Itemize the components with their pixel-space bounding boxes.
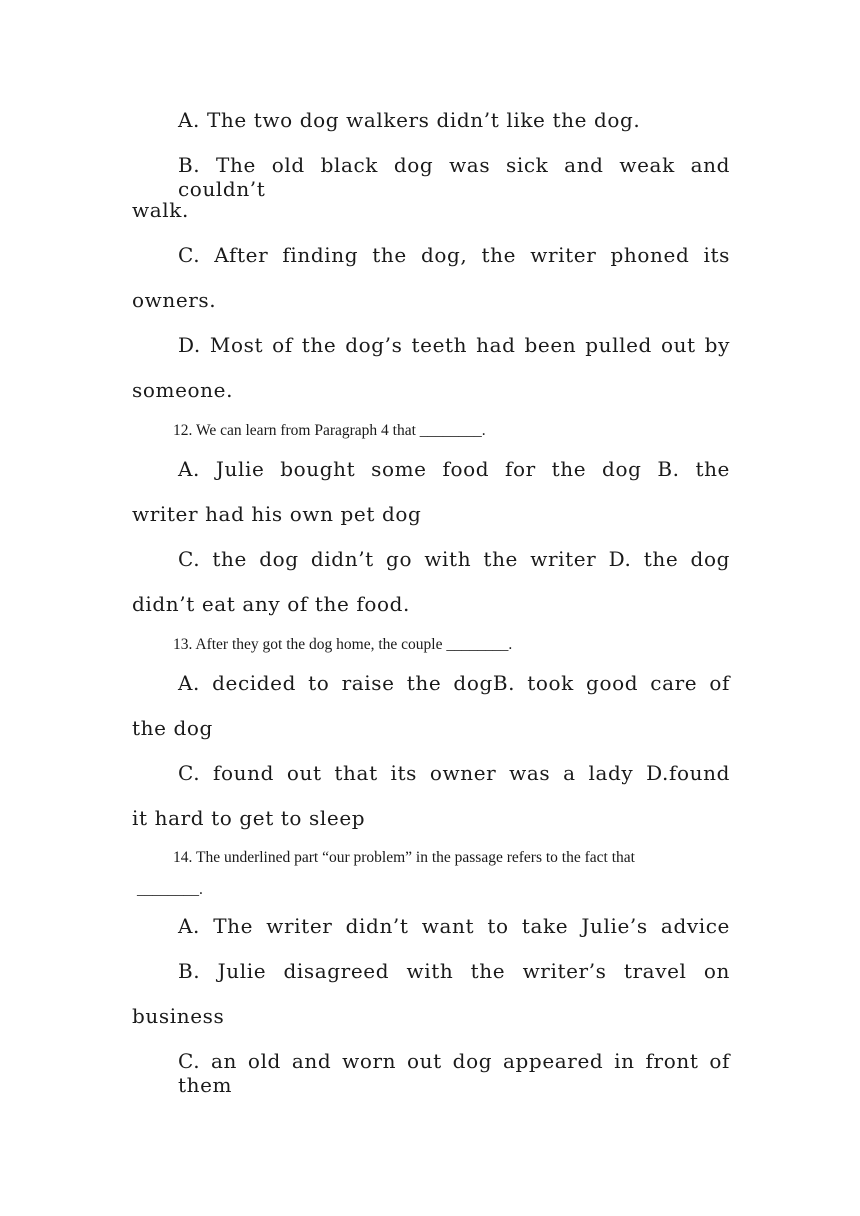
q14-option-b-line1: B. Julie disagreed with the writer’s travel on [178, 959, 730, 983]
q13-options-cd-line2: it hard to get to sleep [132, 806, 366, 830]
q14-option-c: C. an old and worn out dog appeared in front of them [178, 1049, 730, 1097]
q11-option-b-line2: walk. [132, 198, 189, 222]
q12-options-ab-line2: writer had his own pet dog [132, 502, 422, 526]
q14-option-a: A. The writer didn’t want to take Julie’s advice [178, 914, 730, 938]
q13-options-ab-line2: the dog [132, 716, 213, 740]
q11-option-d-line1: D. Most of the dog’s teeth had been pulled out by [178, 333, 730, 357]
q13-stem: 13. After they got the dog home, the couple ________. [173, 636, 513, 653]
q12-options-cd-line2: didn’t eat any of the food. [132, 592, 411, 616]
q14-stem-line2: ________. [137, 881, 203, 898]
q13-options-cd-line1: C. found out that its owner was a lady D.found [178, 761, 730, 785]
q11-option-c-line1: C. After finding the dog, the writer phoned its [178, 243, 730, 267]
q12-stem: 12. We can learn from Paragraph 4 that ________. [173, 422, 486, 439]
q11-option-a: A. The two dog walkers didn’t like the dog. [178, 108, 641, 132]
q14-option-b-line2: business [132, 1004, 225, 1028]
q11-option-d-line2: someone. [132, 378, 234, 402]
q14-stem-line1: 14. The underlined part “our problem” in the passage refers to the fact that [173, 849, 635, 866]
q11-option-b-line1: B. The old black dog was sick and weak and couldn’t [178, 153, 730, 201]
q13-options-ab-line1: A. decided to raise the dogB. took good care of [178, 671, 730, 695]
q12-options-ab-line1: A. Julie bought some food for the dog B. the [178, 457, 730, 481]
q11-option-c-line2: owners. [132, 288, 217, 312]
q12-options-cd-line1: C. the dog didn’t go with the writer D. the dog [178, 547, 730, 571]
